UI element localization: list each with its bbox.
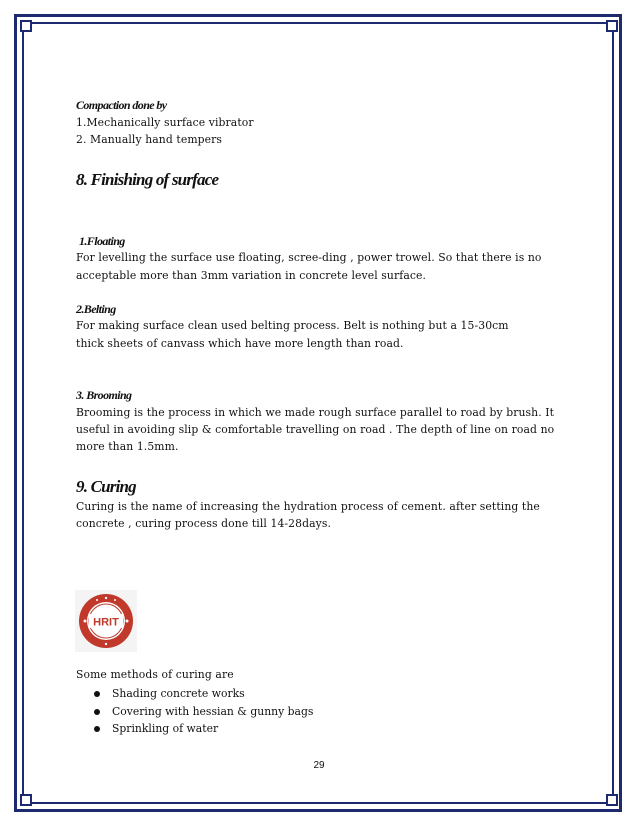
border-corner xyxy=(20,20,32,32)
institute-logo xyxy=(75,590,137,652)
method-label: Shading concrete works xyxy=(112,687,245,700)
curing-heading: 9. Curing xyxy=(76,477,136,496)
list-item xyxy=(90,703,313,721)
floating-line-1: For levelling the surface use floating, scree-ding , power trowel. So that there is no xyxy=(76,251,542,264)
svg-text:HRIT: HRIT xyxy=(93,616,119,629)
curing-methods-intro: Some methods of curing are xyxy=(76,668,234,681)
brooming-heading: 3. Brooming xyxy=(76,388,132,402)
compaction-line-1: 1.Mechanically surface vibrator xyxy=(76,116,254,129)
belting-line-1: For making surface clean used belting process. Belt is nothing but a 15-30cm xyxy=(76,319,509,332)
bullet-icon xyxy=(94,709,100,715)
border-corner xyxy=(606,794,618,806)
belting-heading: 2.Belting xyxy=(76,302,116,316)
bullet-icon xyxy=(94,726,100,732)
brooming-line-3: more than 1.5mm. xyxy=(76,440,179,453)
list-item xyxy=(90,685,313,703)
compaction-line-2: 2. Manually hand tempers xyxy=(76,133,223,146)
bullet-icon xyxy=(94,691,100,697)
finishing-heading: 8. Finishing of surface xyxy=(76,170,219,189)
curing-line-1: Curing is the name of increasing the hydration process of cement. after setting the xyxy=(76,500,540,513)
brooming-line-2: useful in avoiding slip & comfortable travelling on road . The depth of line on road no xyxy=(76,423,555,436)
compaction-heading: Compaction done by xyxy=(76,98,167,112)
method-label: Covering with hessian & gunny bags xyxy=(112,704,314,718)
floating-heading: 1.Floating xyxy=(79,234,125,248)
curing-methods-list xyxy=(90,685,313,738)
border-corner xyxy=(606,20,618,32)
belting-line-2: thick sheets of canvass which have more length than road. xyxy=(76,337,404,350)
list-item xyxy=(90,720,313,738)
brooming-line-1: Brooming is the process in which we made rough surface parallel to road by brush. It xyxy=(76,406,555,419)
border-corner xyxy=(20,794,32,806)
method-label: Sprinkling of water xyxy=(112,722,219,735)
page-number: 29 xyxy=(313,760,325,771)
curing-line-2: concrete , curing process done till 14-28days. xyxy=(76,517,332,530)
floating-line-2: acceptable more than 3mm variation in concrete level surface. xyxy=(76,269,427,282)
